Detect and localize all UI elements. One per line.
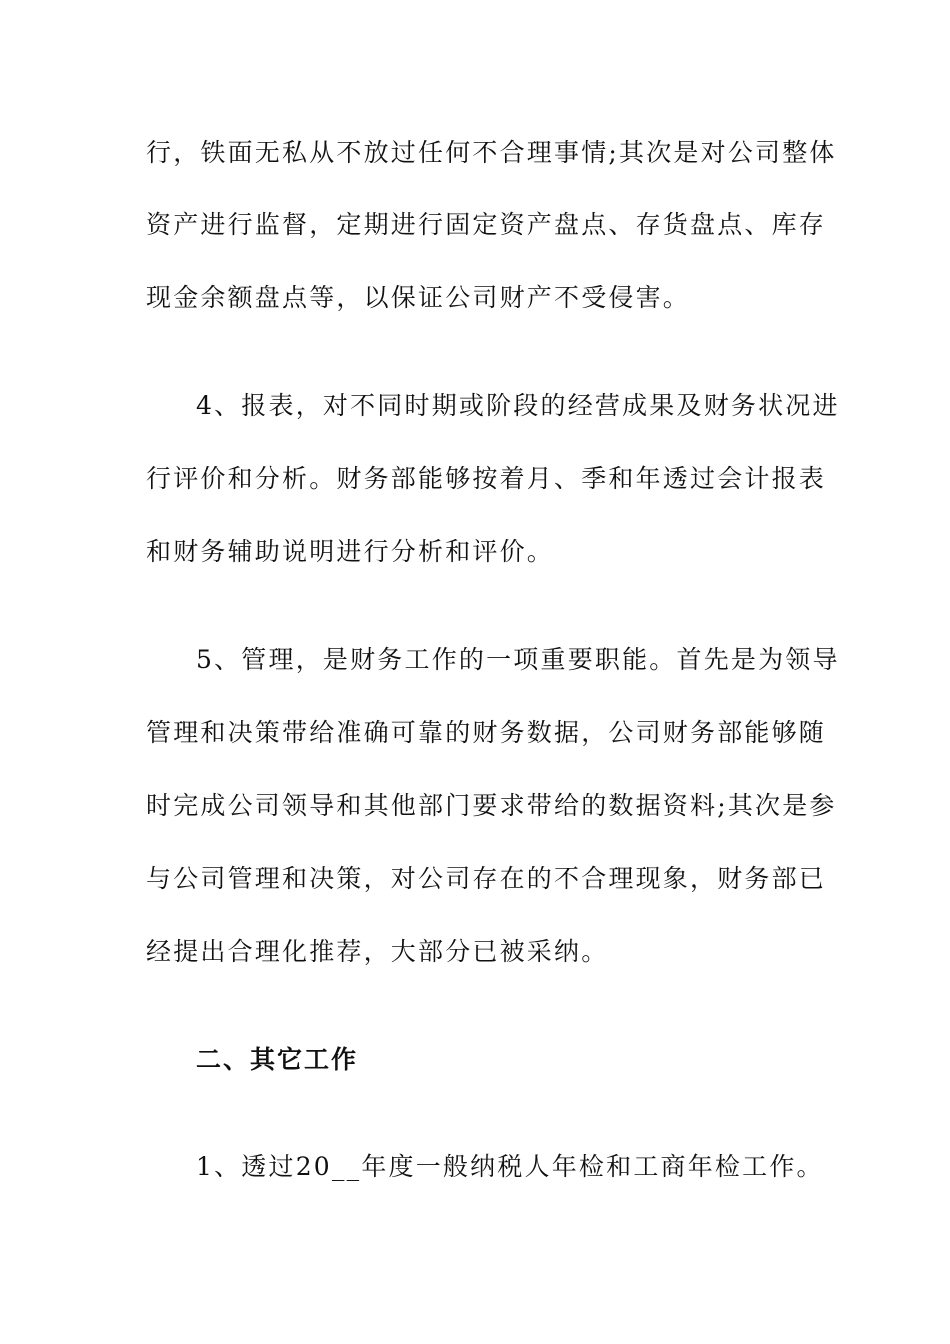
paragraph-line: 与公司管理和决策，对公司存在的不合理现象，财务部已 (146, 864, 827, 893)
paragraph-line: 行，铁面无私从不放过任何不合理事情;其次是对公司整体 (146, 138, 837, 167)
paragraph-line: 经提出合理化推荐，大部分已被采纳。 (146, 937, 609, 966)
paragraph-line: 现金余额盘点等，以保证公司财产不受侵害。 (146, 283, 691, 312)
paragraph-line: 管理和决策带给准确可靠的财务数据，公司财务部能够随 (146, 718, 827, 747)
list-item: 1、透过20__年度一般纳税人年检和工商年检工作。 (196, 1152, 824, 1181)
paragraph-line: 和财务辅助说明进行分析和评价。 (146, 537, 555, 566)
paragraph-line: 5、管理，是财务工作的一项重要职能。首先是为领导 (196, 645, 840, 674)
paragraph-line: 行评价和分析。财务部能够按着月、季和年透过会计报表 (146, 464, 827, 493)
paragraph-line: 资产进行监督，定期进行固定资产盘点、存货盘点、库存 (146, 210, 827, 239)
paragraph-line: 4、报表，对不同时期或阶段的经营成果及财务状况进 (196, 391, 840, 420)
section-heading: 二、其它工作 (196, 1045, 359, 1074)
paragraph-line: 时完成公司领导和其他部门要求带给的数据资料;其次是参 (146, 791, 837, 820)
